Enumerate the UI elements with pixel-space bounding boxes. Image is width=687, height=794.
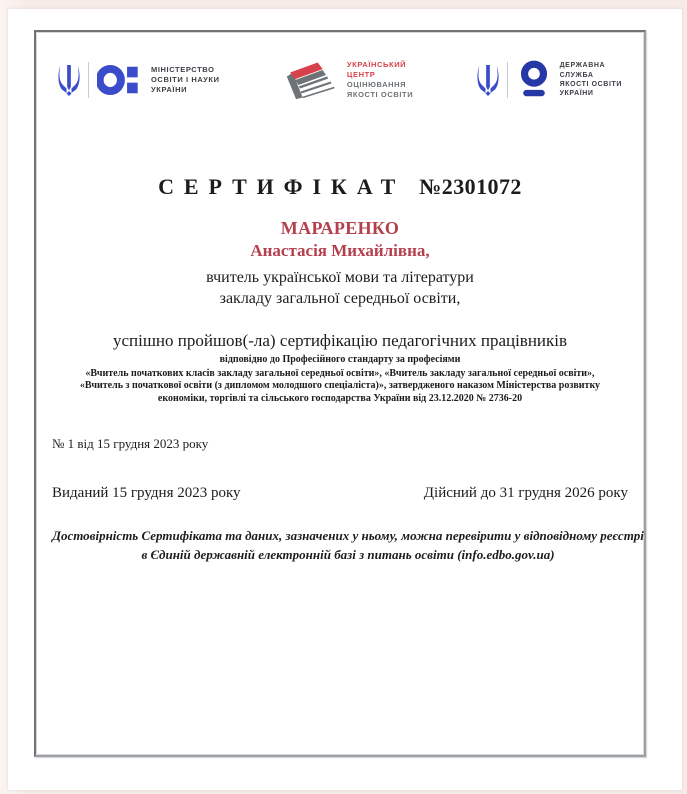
holder-position-block [50, 267, 630, 309]
mon-o-colon-logo-icon [97, 64, 143, 96]
logo-ukrainian-center-quality-assessment [283, 60, 413, 101]
uceqa-logo-line: ЦЕНТР [346, 69, 376, 79]
ssqe-logo-line: ДЕРЖАВНА [559, 62, 606, 70]
mon-logo-line: ОСВІТИ І НАУКИ [151, 74, 220, 84]
mon-logo-text [151, 65, 220, 95]
holder-name-block [50, 217, 630, 261]
uceqa-logo-line: ОЦІНЮВАННЯ [346, 80, 407, 89]
ssqe-logo-line: УКРАЇНИ [559, 90, 594, 98]
holder-given-name: Анастасія Михайлівна, [250, 240, 430, 260]
uceqa-logo-text [347, 60, 413, 101]
professional-standard-details: «Вчитель початкових класів закладу загальної середньої освіти», «Вчитель закладу загальної середньої освіти», «Вчитель з початкової освіти (з дипломом молодшого спеціаліста)», затвердженого наказом Міністерства розвитку економіки, торгівлі та сільського господарства України від 23.12.2020 № 2736-20 [79, 367, 601, 404]
certification-statement: успішно пройшов(-ла) сертифікацію педагогічних працівників [112, 330, 568, 350]
open-book-logo-icon [283, 60, 339, 100]
certificate-title-word: СЕРТИФІКАТ [158, 174, 406, 199]
logo-state-service-education-quality [477, 60, 622, 100]
ssqe-logo-line: ЯКОСТІ ОСВІТИ [559, 81, 622, 88]
certificate-page [8, 9, 682, 790]
trident-icon [477, 65, 499, 96]
logo-divider [507, 62, 508, 98]
verification-note: Достовірність Сертифіката та даних, зазначених у ньому, можна перевірити у відповідному реєстрі в Єдиній державній електронній базі з питань освіти (info.edbo.gov.ua) [52, 528, 644, 563]
certificate-border-frame [34, 30, 646, 757]
ssqe-logo-text [560, 61, 622, 99]
logo-ministry-of-education [58, 62, 220, 98]
valid-until-date: Дійсний до 31 грудня 2026 року [423, 485, 628, 502]
holder-position-line: закладу загальної середньої освіти, [219, 289, 461, 307]
logo-divider [88, 62, 89, 98]
registry-number: № 1 від 15 грудня 2023 року [52, 436, 209, 452]
mon-logo-line: УКРАЇНИ [151, 85, 188, 95]
uceqa-logo-line: ЯКОСТІ ОСВІТИ [346, 90, 414, 100]
professional-standard-intro: відповідно до Професійного стандарту за професіями [219, 354, 461, 366]
header-logo-row [50, 56, 630, 104]
certificate-number: №2301072 [419, 174, 522, 199]
ssqe-logo-line: СЛУЖБА [559, 71, 594, 79]
holder-surname: МАРАРЕНКО [280, 218, 400, 238]
issued-date: Виданий 15 грудня 2023 року [52, 485, 241, 502]
dates-row [50, 485, 630, 502]
uceqa-logo-line: УКРАЇНСЬКИЙ [346, 59, 407, 69]
certificate-title [50, 174, 630, 200]
mon-logo-line: МІНІСТЕРСТВО [151, 64, 215, 74]
ssqe-ring-logo-icon [516, 60, 552, 100]
trident-icon [58, 65, 80, 96]
holder-position-line: вчитель української мови та літератури [206, 268, 474, 286]
